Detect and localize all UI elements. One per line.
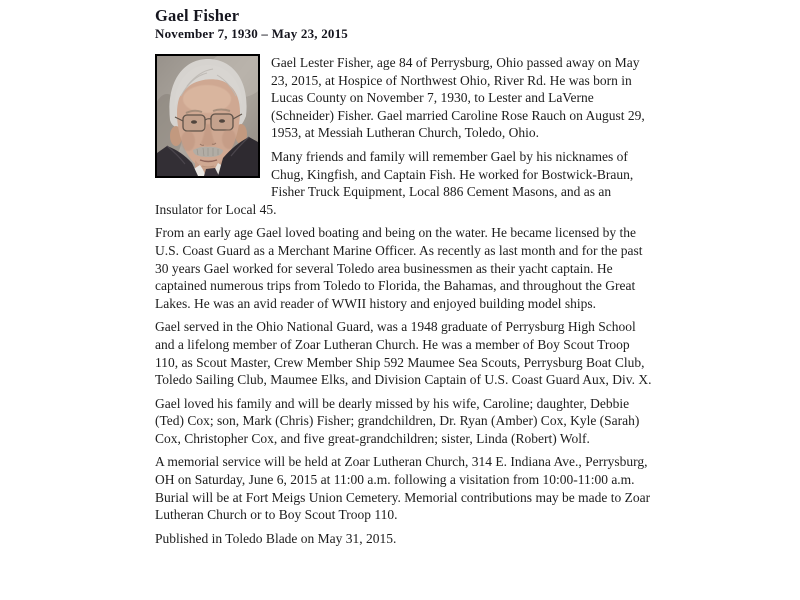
obituary-paragraph-6: A memorial service will be held at Zoar Lutheran Church, 314 E. Indiana Ave., Perrysburg, OH on Saturday, June 6, 2015 at 11:00 a.m. following a visitation from 10:00-11:00 a.m. Burial will be at Fort Meigs Union Cemetery. Memorial contributions may be made to Zoar Lutheran Church or to Boy Scout Troop 110. [155,454,651,523]
obituary-paragraph-2: Many friends and family will remember Gael by his nicknames of Chug, Kingfish, and Captain Fish. He worked for Bostwick-Braun, Fisher Truck Equipment, Local 886 Cement Masons, and as an Insulator for Local 45. [155,148,634,217]
obituary-paragraph-1: Gael Lester Fisher, age 84 of Perrysburg, Ohio passed away on May 23, 2015, at Hospice of Northwest Ohio, River Rd. He was born in Lucas County on November 7, 1930, to Lester and LaVerne (Schneider) Fisher. Gael married Caroline Rose Rauch on August 29, 1953, at Messiah Lutheran Church, Toledo, Ohio. [271,55,645,141]
obituary-paragraph-4: Gael served in the Ohio National Guard, was a 1948 graduate of Perrysburg High School and a lifelong member of Zoar Lutheran Church. He was a member of Boy Scout Troop 110, as Scout Master, Crew Member Ship 592 Maumee Sea Scouts, Perrysburg Boat Club, Toledo Sailing Club, Maumee Elks, and Division Captain of U.S. Coast Guard Aux, Div. X. [155,319,652,388]
obituary-paragraph-5: Gael loved his family and will be dearly missed by his wife, Caroline; daughter, Debbie (Ted) Cox; son, Mark (Chris) Fisher; grandchildren, Dr. Ryan (Amber) Cox, Kyle (Sarah) Cox, Christopher Cox, and five great-grandchildren; sister, Linda (Robert) Wolf. [155,395,640,446]
obituary-body [155,54,652,547]
page-title: Gael Fisher [155,6,240,25]
portrait-image [157,56,258,176]
obituary-document [155,6,652,553]
life-dates: November 7, 1930 – May 23, 2015 [155,26,348,41]
portrait-photo [155,54,260,178]
obituary-paragraph-3: From an early age Gael loved boating and being on the water. He became licensed by the U.S. Coast Guard as a Merchant Marine Officer. As recently as last month and for the past 30 years Gael worked for several Toledo area businessmen as their yacht captain. He captained numerous trips from Toledo to Florida, the Bahamas, and throughout the Great Lakes. He was an avid reader of WWII history and enjoyed building model ships. [155,225,643,311]
publication-note: Published in Toledo Blade on May 31, 2015. [155,530,397,546]
